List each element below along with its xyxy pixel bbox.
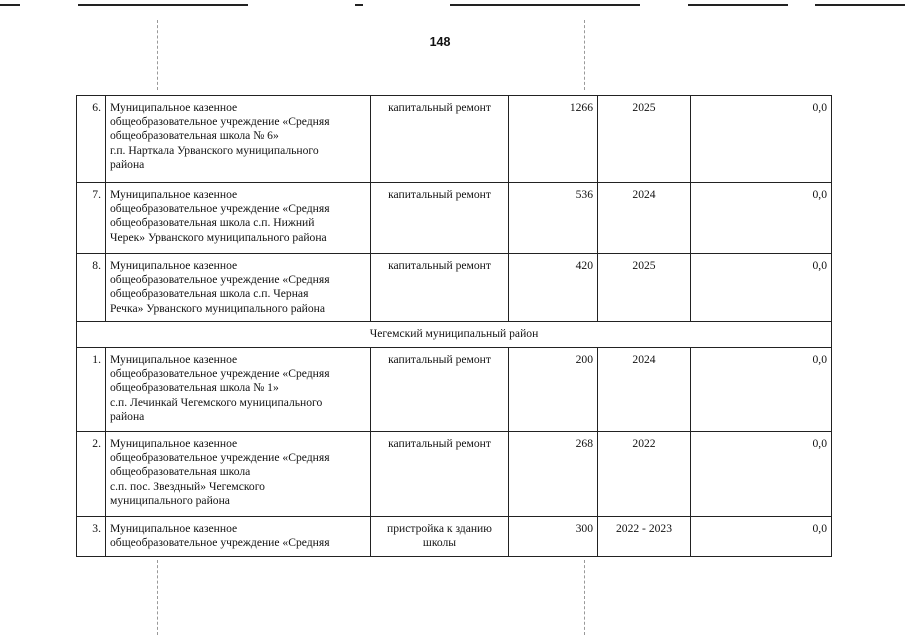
table-row bbox=[77, 517, 832, 557]
table-row bbox=[77, 183, 832, 254]
scan-border-line bbox=[355, 4, 363, 6]
capacity: 300 bbox=[509, 517, 598, 557]
school-name: Муниципальное казенное общеобразовательное учреждение «Средняя общеобразовательная школа № 1» с.п. Лечинкай Чегемского муниципального района bbox=[106, 348, 371, 432]
work-type: капитальный ремонт bbox=[371, 432, 509, 517]
scan-border-line bbox=[78, 4, 248, 6]
capacity: 268 bbox=[509, 432, 598, 517]
amount: 0,0 bbox=[691, 254, 832, 322]
district-row bbox=[77, 322, 832, 348]
amount: 0,0 bbox=[691, 432, 832, 517]
work-type: капитальный ремонт bbox=[371, 183, 509, 254]
schools-table bbox=[76, 95, 832, 557]
scan-border-line bbox=[0, 4, 20, 6]
capacity: 1266 bbox=[509, 96, 598, 183]
amount: 0,0 bbox=[691, 183, 832, 254]
scan-border-line bbox=[450, 4, 640, 6]
school-name: Муниципальное казенное общеобразовательное учреждение «Средняя общеобразовательная школа с.п. пос. Звездный» Чегемского муниципального района bbox=[106, 432, 371, 517]
amount: 0,0 bbox=[691, 517, 832, 557]
year: 2024 bbox=[598, 183, 691, 254]
work-type: капитальный ремонт bbox=[371, 254, 509, 322]
table-row bbox=[77, 254, 832, 322]
school-name: Муниципальное казенное общеобразовательное учреждение «Средняя bbox=[106, 517, 371, 557]
year: 2022 bbox=[598, 432, 691, 517]
year: 2024 bbox=[598, 348, 691, 432]
page-number: 148 bbox=[429, 35, 451, 49]
school-name: Муниципальное казенное общеобразовательное учреждение «Средняя общеобразовательная школа с.п. Нижний Черек» Урванского муниципального района bbox=[106, 183, 371, 254]
school-name: Муниципальное казенное общеобразовательное учреждение «Средняя общеобразовательная школа № 6» г.п. Нарткала Урванского муниципального района bbox=[106, 96, 371, 183]
table-row bbox=[77, 348, 832, 432]
row-number: 6. bbox=[77, 96, 106, 183]
amount: 0,0 bbox=[691, 96, 832, 183]
year: 2025 bbox=[598, 96, 691, 183]
row-number: 7. bbox=[77, 183, 106, 254]
scan-fold-line bbox=[157, 20, 158, 90]
scan-border-line bbox=[815, 4, 905, 6]
work-type: капитальный ремонт bbox=[371, 96, 509, 183]
amount: 0,0 bbox=[691, 348, 832, 432]
scan-fold-line bbox=[584, 560, 585, 635]
year: 2025 bbox=[598, 254, 691, 322]
capacity: 200 bbox=[509, 348, 598, 432]
row-number: 2. bbox=[77, 432, 106, 517]
capacity: 420 bbox=[509, 254, 598, 322]
work-type: капитальный ремонт bbox=[371, 348, 509, 432]
scan-fold-line bbox=[157, 560, 158, 635]
capacity: 536 bbox=[509, 183, 598, 254]
district-heading: Чегемский муниципальный район bbox=[77, 322, 832, 348]
row-number: 3. bbox=[77, 517, 106, 557]
work-type: пристройка к зданию школы bbox=[371, 517, 509, 557]
row-number: 1. bbox=[77, 348, 106, 432]
scan-fold-line bbox=[584, 20, 585, 90]
school-name: Муниципальное казенное общеобразовательное учреждение «Средняя общеобразовательная школа с.п. Черная Речка» Урванского муниципального района bbox=[106, 254, 371, 322]
row-number: 8. bbox=[77, 254, 106, 322]
year: 2022 - 2023 bbox=[598, 517, 691, 557]
table-row bbox=[77, 96, 832, 183]
table-row bbox=[77, 432, 832, 517]
scan-border-line bbox=[688, 4, 788, 6]
